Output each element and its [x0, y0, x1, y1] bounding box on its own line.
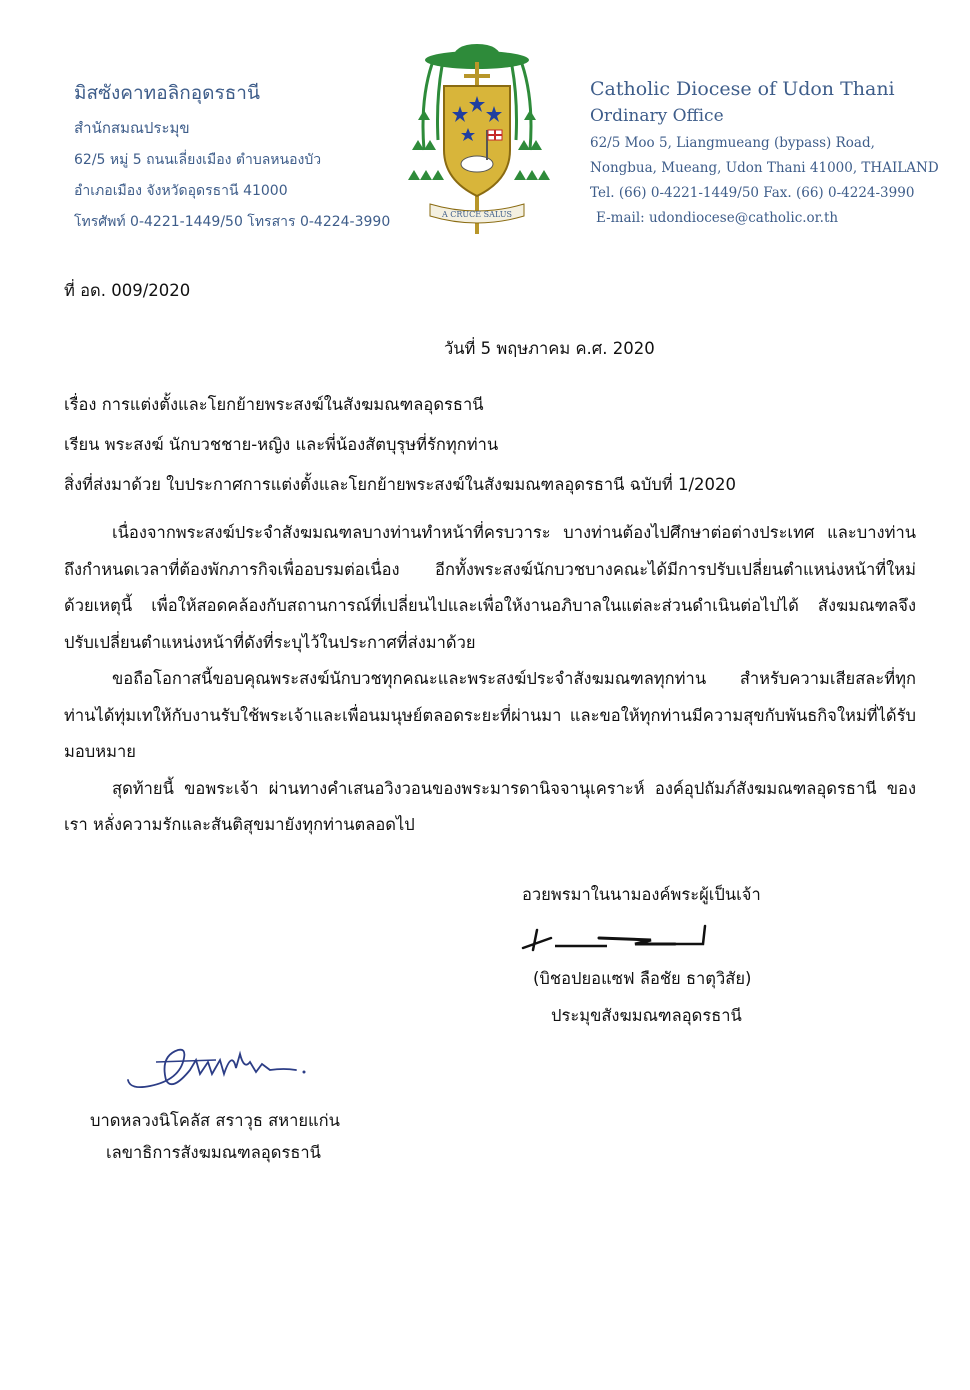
recipient-line: เรียน พระสงฆ์ นักบวชชาย-หญิง และพี่น้องสัตบุรุษที่รักทุกท่าน: [64, 435, 499, 454]
closing-blessing: อวยพรมาในนามองค์พระผู้เป็นเจ้า: [522, 885, 761, 904]
secretary-signature: [120, 1040, 310, 1096]
crest-motto: A CRUCE SALUS: [441, 210, 513, 219]
coat-of-arms: [402, 40, 552, 236]
office-name-thai: สำนักสมณประมุข: [74, 119, 190, 137]
bishop-title: ประมุขสังฆมณฑลอุดรธานี: [551, 1006, 742, 1025]
letterhead-thai: [74, 78, 390, 242]
body-paragraph: เนื่องจากพระสงฆ์ประจำสังฆมณฑลบางท่านทำหน้าที่ครบวาระ บางท่านต้องไปศึกษาต่อต่างประเทศ และบางท่านถึงกำหนดเวลาที่ต้องพักภารกิจเพื่ออบรมต่อเนื่อง อีกทั้งพระสงฆ์นักบวชบางคณะได้มีการปรับเปลี่ยนตำแหน่งหน้าที่ใหม่ ด้วยเหตุนี้ เพื่อให้สอดคล้องกับสถานการณ์ที่เปลี่ยนไปและเพื่อให้งานอภิบาลในแต่ละส่วนดำเนินต่อไปได้ สังฆมณฑลจึงปรับเปลี่ยนตำแหน่งหน้าที่ดังที่ระบุไว้ในประกาศที่ส่งมาด้วย: [64, 523, 916, 652]
phone-thai: โทรศัพท์ 0-4221-1449/50 โทรสาร 0-4224-3990: [74, 214, 391, 230]
phone-english: Tel. (66) 0-4221-1449/50 Fax. (66) 0-4224-3990: [590, 185, 915, 201]
address-line1-english: 62/5 Moo 5, Liangmueang (bypass) Road,: [590, 135, 875, 151]
diocese-name-thai: มิสซังคาทอลิกอุดรธานี: [74, 82, 260, 104]
body-paragraph: สุดท้ายนี้ ขอพระเจ้า ผ่านทางคำเสนอวิงวอนของพระมารดานิจจานุเคราะห์ องค์อุปถัมภ์สังฆมณฑลอุดรธานี ของเรา หลั่งความรักและสันติสุขมายังทุกท่านตลอดไป: [64, 778, 916, 834]
secretary-name: บาดหลวงนิโคลัส สราวุธ สหายแก่น: [90, 1111, 340, 1130]
email-english: E-mail: udondiocese@catholic.or.th: [596, 210, 839, 226]
enclosure-line: สิ่งที่ส่งมาด้วย ใบประกาศการแต่งตั้งและโยกย้ายพระสงฆ์ในสังฆมณฑลอุดรธานี ฉบับที่ 1/2020: [64, 475, 737, 494]
secretary-title: เลขาธิการสังฆมณฑลอุดรธานี: [106, 1143, 321, 1162]
letter-body: [64, 515, 916, 844]
reference-number: ที่ อด. 009/2020: [64, 281, 191, 300]
diocese-name-english: Catholic Diocese of Udon Thani: [590, 78, 895, 100]
letter-date: วันที่ 5 พฤษภาคม ค.ศ. 2020: [444, 339, 655, 358]
office-name-english: Ordinary Office: [590, 106, 724, 126]
address-line2-english: Nongbua, Mueang, Udon Thani 41000, THAILAND: [590, 160, 939, 176]
address-line1-thai: 62/5 หมู่ 5 ถนนเลี่ยงเมือง ตำบลหนองบัว: [74, 152, 322, 168]
letter-meta: [64, 392, 736, 512]
bishop-name: (บิชอปยอแซฟ ลือชัย ธาตุวิสัย): [533, 969, 752, 988]
subject-line: เรื่อง การแต่งตั้งและโยกย้ายพระสงฆ์ในสังฆมณฑลอุดรธานี: [64, 395, 484, 414]
body-paragraph: ขอถือโอกาสนี้ขอบคุณพระสงฆ์นักบวชทุกคณะและพระสงฆ์ประจำสังฆมณฑลทุกท่าน สำหรับความเสียสละที่ทุกท่านได้ทุ่มเทให้กับงานรับใช้พระเจ้าและเพื่อนมนุษย์ตลอดระยะที่ผ่านมา และขอให้ทุกท่านมีความสุขกับพันธกิจใหม่ที่ได้รับมอบหมาย: [64, 669, 916, 761]
letterhead-english: [590, 78, 939, 235]
address-line2-thai: อำเภอเมือง จังหวัดอุดรธานี 41000: [74, 183, 288, 199]
bishop-signature: [515, 918, 715, 958]
